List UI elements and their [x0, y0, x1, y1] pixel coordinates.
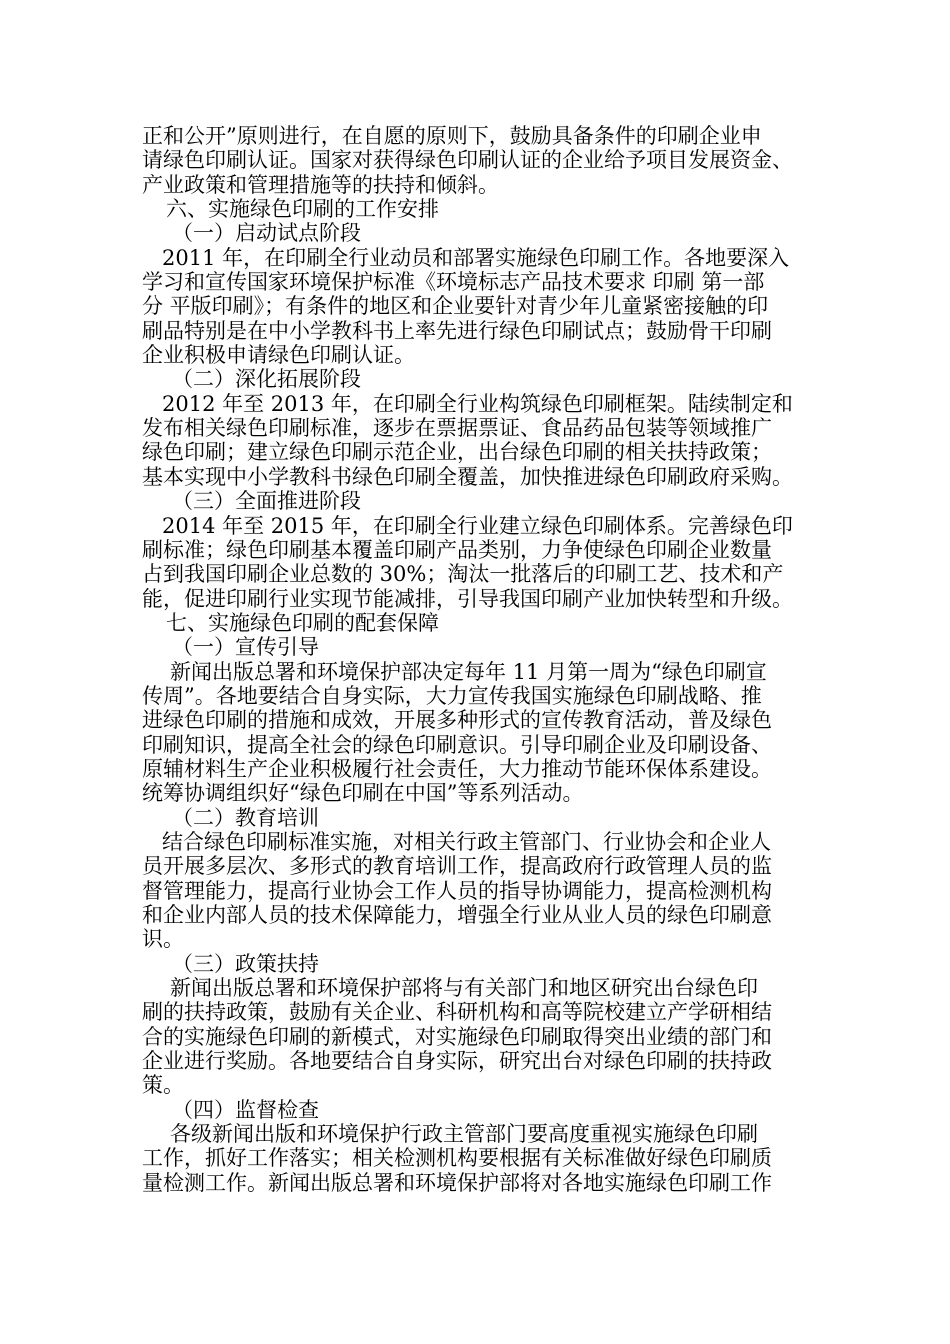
subsection-heading: （四）监督检查	[172, 1097, 319, 1122]
section-heading: 六、实施绿色印刷的工作安排	[166, 197, 439, 222]
body-line: 新闻出版总署和环境保护部将与有关部门和地区研究出台绿色印	[170, 976, 758, 1001]
subsection-heading: （二）教育培训	[172, 805, 319, 830]
body-line: 结合绿色印刷标准实施，对相关行政主管部门、行业协会和企业人	[162, 829, 771, 854]
body-line: 产业政策和管理措施等的扶持和倾斜。	[142, 172, 499, 197]
subsection-heading: （二）深化拓展阶段	[172, 367, 361, 392]
body-line: 督管理能力，提高行业协会工作人员的指导协调能力，提高检测机构	[142, 878, 772, 903]
body-line: 原辅材料生产企业积极履行社会责任，大力推动节能环保体系建设。	[142, 756, 772, 781]
body-line: 2014 年至 2015 年，在印刷全行业建立绿色印刷体系。完善绿色印	[162, 513, 793, 538]
body-line: 识。	[142, 927, 184, 952]
body-line: 传周”。各地要结合自身实际，大力宣传我国实施绿色印刷战略、推	[142, 683, 762, 708]
body-line: 员开展多层次、多形式的教育培训工作，提高政府行政管理人员的监	[142, 854, 772, 879]
body-line: 策。	[142, 1073, 184, 1098]
subsection-heading: （一）启动试点阶段	[172, 221, 361, 246]
subsection-heading: （三）政策扶持	[172, 951, 319, 976]
body-line: 基本实现中小学教科书绿色印刷全覆盖，加快推进绿色印刷政府采购。	[142, 464, 793, 489]
body-line: 学习和宣传国家环境保护标准《环境标志产品技术要求 印刷 第一部	[142, 270, 765, 295]
body-line: 发布相关绿色印刷标准，逐步在票据票证、食品药品包装等领域推广	[142, 416, 772, 441]
body-line: 各级新闻出版和环境保护行政主管部门要高度重视实施绿色印刷	[170, 1122, 758, 1147]
body-line: 进绿色印刷的措施和成效，开展多种形式的宣传教育活动，普及绿色	[142, 708, 772, 733]
body-line: 量检测工作。新闻出版总署和环境保护部将对各地实施绿色印刷工作	[142, 1170, 772, 1195]
document-body	[142, 124, 814, 1195]
body-line: 工作，抓好工作落实；相关检测机构要根据有关标准做好绿色印刷质	[142, 1146, 772, 1171]
body-line: 刷的扶持政策，鼓励有关企业、科研机构和高等院校建立产学研相结	[142, 1000, 772, 1025]
body-line: 请绿色印刷认证。国家对获得绿色印刷认证的企业给予项目发展资金、	[142, 148, 793, 173]
body-line: 占到我国印刷企业总数的 30%；淘汰一批落后的印刷工艺、技术和产	[142, 562, 784, 587]
body-line: 和企业内部人员的技术保障能力，增强全行业从业人员的绿色印刷意	[142, 903, 772, 927]
body-line: 统筹协调组织好“绿色印刷在中国”等系列活动。	[142, 781, 584, 806]
section-heading: 七、实施绿色印刷的配套保障	[166, 610, 439, 635]
body-line: 印刷知识，提高全社会的绿色印刷意识。引导印刷企业及印刷设备、	[142, 732, 772, 757]
body-line: 新闻出版总署和环境保护部决定每年 11 月第一周为“绿色印刷宣	[170, 659, 767, 684]
subsection-heading: （一）宣传引导	[172, 635, 319, 660]
body-line: 企业进行奖励。各地要结合自身实际，研究出台对绿色印刷的扶持政	[142, 1049, 772, 1074]
body-line: 刷品特别是在中小学教科书上率先进行绿色印刷试点；鼓励骨干印刷	[142, 318, 772, 343]
body-line: 能，促进印刷行业实现节能减排，引导我国印刷产业加快转型和升级。	[142, 586, 793, 611]
body-line: 刷标准；绿色印刷基本覆盖印刷产品类别，力争使绿色印刷企业数量	[142, 537, 772, 562]
body-line: 分 平版印刷》；有条件的地区和企业要针对青少年儿童紧密接触的印	[142, 294, 769, 319]
body-line: 企业积极申请绿色印刷认证。	[142, 343, 415, 368]
body-line: 正和公开”原则进行，在自愿的原则下，鼓励具备条件的印刷企业申	[142, 124, 762, 148]
body-line: 2012 年至 2013 年，在印刷全行业构筑绿色印刷框架。陆续制定和	[162, 391, 793, 416]
body-line: 合的实施绿色印刷的新模式，对实施绿色印刷取得突出业绩的部门和	[142, 1024, 772, 1049]
subsection-heading: （三）全面推进阶段	[172, 489, 361, 514]
body-line: 绿色印刷；建立绿色印刷示范企业，出台绿色印刷的相关扶持政策；	[142, 440, 772, 465]
body-line: 2011 年，在印刷全行业动员和部署实施绿色印刷工作。各地要深入	[162, 245, 790, 270]
